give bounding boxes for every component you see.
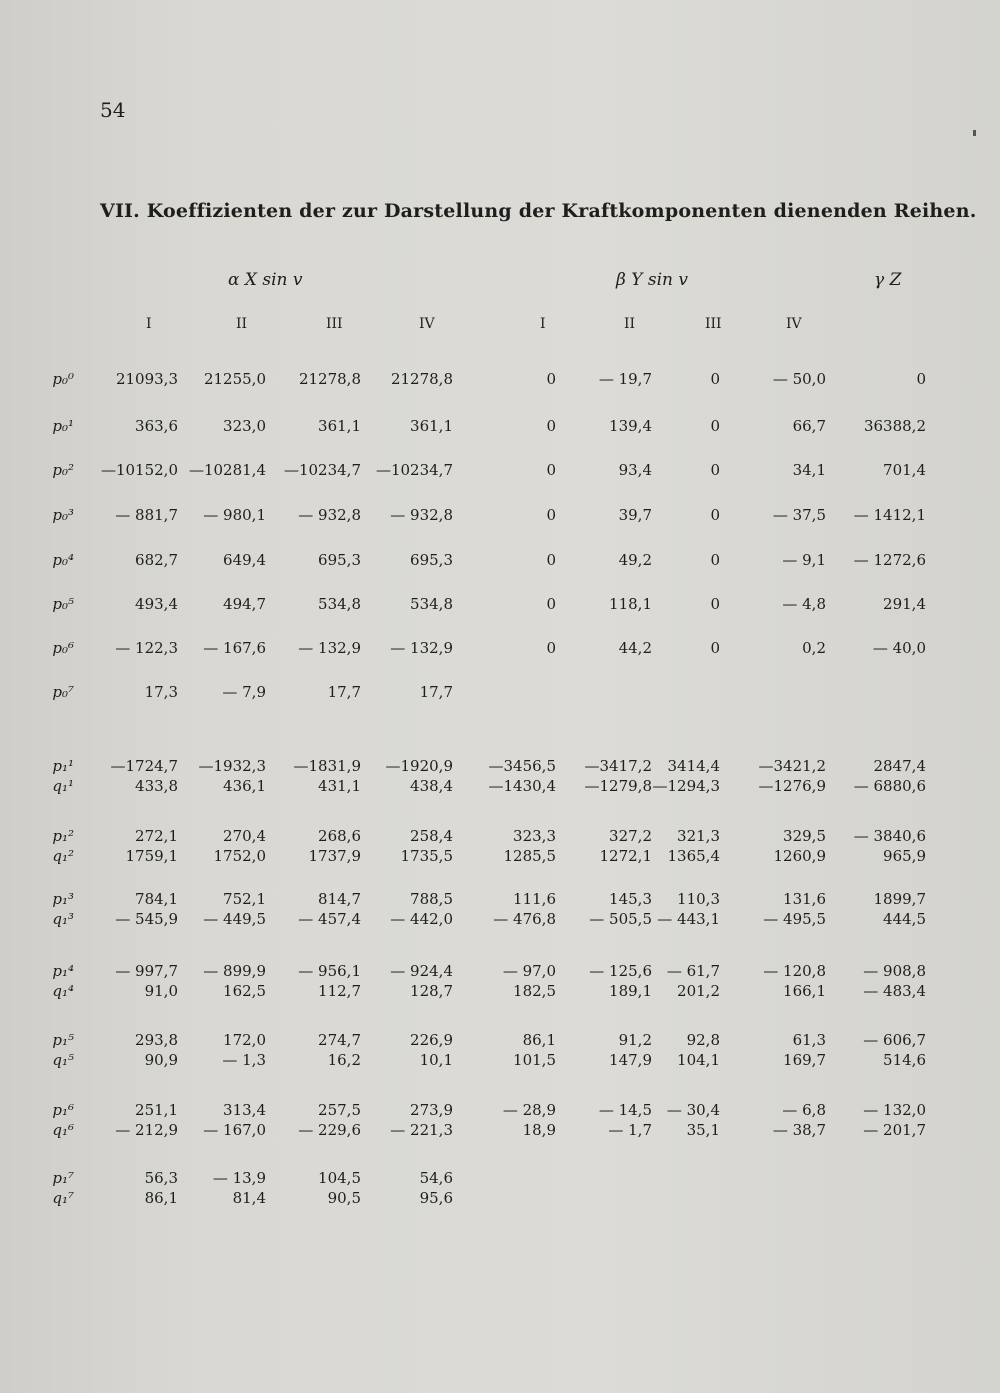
- table-cell: —1279,8: [584, 777, 652, 795]
- table-cell: 293,8: [135, 1031, 178, 1049]
- table-cell: 166,1: [783, 982, 826, 1000]
- table-cell: — 457,4: [298, 910, 361, 928]
- table-title: VII. Koeffizienten der zur Darstellung der Kraftkomponenten dienenden Reihen.: [100, 200, 977, 222]
- table-cell: — 4,8: [782, 595, 826, 613]
- table-cell: — 97,0: [502, 962, 556, 980]
- table-cell: 0: [710, 370, 720, 388]
- table-cell: 438,4: [410, 777, 453, 795]
- table-cell: 18,9: [522, 1121, 556, 1139]
- table-cell: — 14,5: [598, 1101, 652, 1119]
- column-header: III: [326, 316, 343, 332]
- table-cell: 1735,5: [400, 847, 453, 865]
- table-cell: 291,4: [883, 595, 926, 613]
- table-cell: 329,5: [783, 827, 826, 845]
- table-cell: 1752,0: [213, 847, 266, 865]
- table-cell: 701,4: [883, 461, 926, 479]
- table-cell: — 122,3: [115, 639, 178, 657]
- table-cell: — 167,0: [203, 1121, 266, 1139]
- table-cell: — 483,4: [863, 982, 926, 1000]
- table-cell: 3414,4: [667, 757, 720, 775]
- row-label: p₁¹: [52, 757, 74, 775]
- table-cell: 0: [710, 461, 720, 479]
- table-cell: 86,1: [522, 1031, 556, 1049]
- table-cell: 61,3: [792, 1031, 826, 1049]
- table-cell: 10,1: [419, 1051, 453, 1069]
- table-cell: — 980,1: [203, 506, 266, 524]
- table-cell: 258,4: [410, 827, 453, 845]
- table-cell: 1899,7: [873, 890, 926, 908]
- table-cell: —1294,3: [652, 777, 720, 795]
- row-label: p₁⁵: [52, 1031, 74, 1049]
- table-cell: — 1412,1: [853, 506, 926, 524]
- table-cell: 90,9: [144, 1051, 178, 1069]
- table-cell: — 167,6: [203, 639, 266, 657]
- table-cell: — 932,8: [298, 506, 361, 524]
- table-cell: 34,1: [792, 461, 826, 479]
- table-cell: 327,2: [609, 827, 652, 845]
- table-cell: — 28,9: [502, 1101, 556, 1119]
- table-cell: 0: [710, 506, 720, 524]
- row-label: q₁²: [52, 847, 74, 865]
- table-cell: — 1,3: [222, 1051, 266, 1069]
- column-header: IV: [786, 316, 802, 332]
- table-cell: 1737,9: [308, 847, 361, 865]
- table-cell: — 997,7: [115, 962, 178, 980]
- table-cell: 110,3: [677, 890, 720, 908]
- row-label: q₁¹: [52, 777, 74, 795]
- table-cell: — 442,0: [390, 910, 453, 928]
- table-cell: 81,4: [232, 1189, 266, 1207]
- table-cell: 1272,1: [599, 847, 652, 865]
- table-cell: —10234,7: [283, 461, 361, 479]
- table-cell: —10234,7: [375, 461, 453, 479]
- table-cell: — 61,7: [666, 962, 720, 980]
- table-cell: 0: [546, 551, 556, 569]
- column-header: II: [236, 316, 248, 332]
- table-cell: 313,4: [223, 1101, 266, 1119]
- table-cell: — 132,9: [390, 639, 453, 657]
- row-label: p₀⁶: [52, 639, 74, 657]
- table-cell: 788,5: [410, 890, 453, 908]
- table-cell: 363,6: [135, 417, 178, 435]
- table-cell: 16,2: [327, 1051, 361, 1069]
- table-cell: —1276,9: [758, 777, 826, 795]
- table-cell: 21255,0: [203, 370, 266, 388]
- table-cell: — 30,4: [666, 1101, 720, 1119]
- table-cell: — 1,7: [608, 1121, 652, 1139]
- column-header: I: [146, 316, 152, 332]
- table-cell: 0: [710, 595, 720, 613]
- table-cell: 189,1: [609, 982, 652, 1000]
- table-cell: 493,4: [135, 595, 178, 613]
- table-cell: 1285,5: [503, 847, 556, 865]
- table-cell: 17,7: [327, 683, 361, 701]
- table-cell: 131,6: [783, 890, 826, 908]
- table-cell: 44,2: [618, 639, 652, 657]
- table-cell: 0: [546, 639, 556, 657]
- table-cell: —3421,2: [758, 757, 826, 775]
- table-cell: 172,0: [223, 1031, 266, 1049]
- table-cell: 66,7: [792, 417, 826, 435]
- table-cell: —1831,9: [293, 757, 361, 775]
- table-cell: 93,4: [618, 461, 652, 479]
- table-cell: 273,9: [410, 1101, 453, 1119]
- table-cell: —10281,4: [188, 461, 266, 479]
- table-cell: — 212,9: [115, 1121, 178, 1139]
- row-label: p₀¹: [52, 417, 74, 435]
- table-cell: 649,4: [223, 551, 266, 569]
- table-cell: — 6,8: [782, 1101, 826, 1119]
- table-cell: 695,3: [410, 551, 453, 569]
- group-header-y: β Y sin v: [616, 270, 688, 290]
- table-cell: 323,0: [223, 417, 266, 435]
- table-cell: 104,5: [318, 1169, 361, 1187]
- table-cell: — 449,5: [203, 910, 266, 928]
- table-cell: 147,9: [609, 1051, 652, 1069]
- table-cell: —1932,3: [198, 757, 266, 775]
- table-cell: 361,1: [318, 417, 361, 435]
- table-cell: 444,5: [883, 910, 926, 928]
- table-cell: 0: [546, 595, 556, 613]
- table-cell: — 956,1: [298, 962, 361, 980]
- table-cell: 2847,4: [873, 757, 926, 775]
- scan-mark: [973, 130, 976, 136]
- table-cell: 534,8: [410, 595, 453, 613]
- row-label: p₀⁰: [52, 370, 74, 388]
- table-cell: 257,5: [318, 1101, 361, 1119]
- table-cell: — 932,8: [390, 506, 453, 524]
- table-cell: — 505,5: [589, 910, 652, 928]
- table-cell: — 476,8: [493, 910, 556, 928]
- table-cell: — 495,5: [763, 910, 826, 928]
- table-cell: 323,3: [513, 827, 556, 845]
- table-cell: 0: [546, 506, 556, 524]
- table-cell: — 13,9: [212, 1169, 266, 1187]
- table-cell: 0: [546, 417, 556, 435]
- table-cell: —3456,5: [488, 757, 556, 775]
- table-cell: 752,1: [223, 890, 266, 908]
- table-cell: 92,8: [686, 1031, 720, 1049]
- table-cell: 274,7: [318, 1031, 361, 1049]
- table-cell: — 50,0: [772, 370, 826, 388]
- table-cell: 101,5: [513, 1051, 556, 1069]
- row-label: q₁⁴: [52, 982, 74, 1000]
- table-cell: 270,4: [223, 827, 266, 845]
- table-cell: 965,9: [883, 847, 926, 865]
- column-header: II: [624, 316, 636, 332]
- table-cell: 35,1: [686, 1121, 720, 1139]
- table-cell: 39,7: [618, 506, 652, 524]
- table-cell: 17,3: [144, 683, 178, 701]
- group-header-z: γ Z: [874, 270, 902, 290]
- table-cell: — 545,9: [115, 910, 178, 928]
- table-cell: 21278,8: [298, 370, 361, 388]
- table-cell: —3417,2: [584, 757, 652, 775]
- group-header-x: α X sin v: [228, 270, 303, 290]
- table-cell: — 6880,6: [853, 777, 926, 795]
- table-cell: 21278,8: [390, 370, 453, 388]
- table-cell: —10152,0: [100, 461, 178, 479]
- page-number: 54: [100, 98, 126, 122]
- table-cell: 251,1: [135, 1101, 178, 1119]
- table-cell: 695,3: [318, 551, 361, 569]
- row-label: p₁³: [52, 890, 74, 908]
- table-cell: —1724,7: [110, 757, 178, 775]
- row-label: p₁²: [52, 827, 74, 845]
- table-cell: — 132,0: [863, 1101, 926, 1119]
- table-cell: 21093,3: [115, 370, 178, 388]
- table-cell: — 3840,6: [853, 827, 926, 845]
- table-cell: —1430,4: [488, 777, 556, 795]
- table-cell: 268,6: [318, 827, 361, 845]
- table-cell: 91,2: [618, 1031, 652, 1049]
- table-cell: 321,3: [677, 827, 720, 845]
- row-label: p₁⁴: [52, 962, 74, 980]
- table-cell: — 9,1: [782, 551, 826, 569]
- table-cell: 436,1: [223, 777, 266, 795]
- table-cell: 162,5: [223, 982, 266, 1000]
- table-cell: 514,6: [883, 1051, 926, 1069]
- row-label: p₀⁷: [52, 683, 74, 701]
- table-cell: 91,0: [144, 982, 178, 1000]
- table-cell: 54,6: [419, 1169, 453, 1187]
- table-cell: — 125,6: [589, 962, 652, 980]
- table-cell: 86,1: [144, 1189, 178, 1207]
- table-cell: —1920,9: [385, 757, 453, 775]
- row-label: p₀²: [52, 461, 74, 479]
- row-label: p₀⁵: [52, 595, 74, 613]
- table-cell: 36388,2: [863, 417, 926, 435]
- row-label: p₁⁶: [52, 1101, 74, 1119]
- table-cell: — 908,8: [863, 962, 926, 980]
- table-cell: 226,9: [410, 1031, 453, 1049]
- table-cell: — 881,7: [115, 506, 178, 524]
- table-cell: — 1272,6: [853, 551, 926, 569]
- table-cell: — 38,7: [772, 1121, 826, 1139]
- table-cell: 431,1: [318, 777, 361, 795]
- table-cell: 1365,4: [667, 847, 720, 865]
- table-cell: 56,3: [144, 1169, 178, 1187]
- table-cell: — 40,0: [872, 639, 926, 657]
- table-cell: 272,1: [135, 827, 178, 845]
- table-cell: 433,8: [135, 777, 178, 795]
- table-cell: 112,7: [318, 982, 361, 1000]
- column-header: IV: [419, 316, 435, 332]
- table-cell: 494,7: [223, 595, 266, 613]
- table-cell: — 899,9: [203, 962, 266, 980]
- row-label: p₀³: [52, 506, 74, 524]
- table-cell: 534,8: [318, 595, 361, 613]
- table-cell: 104,1: [677, 1051, 720, 1069]
- table-cell: 139,4: [609, 417, 652, 435]
- table-cell: 169,7: [783, 1051, 826, 1069]
- row-label: q₁⁵: [52, 1051, 74, 1069]
- table-cell: 111,6: [513, 890, 556, 908]
- table-cell: 49,2: [618, 551, 652, 569]
- table-cell: 814,7: [318, 890, 361, 908]
- table-cell: — 201,7: [863, 1121, 926, 1139]
- row-label: q₁⁷: [52, 1189, 74, 1207]
- table-cell: 682,7: [135, 551, 178, 569]
- table-cell: — 221,3: [390, 1121, 453, 1139]
- table-cell: 0: [710, 551, 720, 569]
- table-cell: — 37,5: [772, 506, 826, 524]
- table-cell: 17,7: [419, 683, 453, 701]
- table-cell: 182,5: [513, 982, 556, 1000]
- table-cell: 145,3: [609, 890, 652, 908]
- table-cell: 90,5: [327, 1189, 361, 1207]
- table-cell: 1260,9: [773, 847, 826, 865]
- table-cell: 0: [916, 370, 926, 388]
- table-cell: 95,6: [419, 1189, 453, 1207]
- table-cell: 128,7: [410, 982, 453, 1000]
- table-cell: 0: [710, 639, 720, 657]
- table-cell: 201,2: [677, 982, 720, 1000]
- table-cell: 361,1: [410, 417, 453, 435]
- table-cell: — 924,4: [390, 962, 453, 980]
- row-label: p₁⁷: [52, 1169, 74, 1187]
- column-header: III: [705, 316, 722, 332]
- table-cell: 0: [546, 461, 556, 479]
- column-header: I: [540, 316, 546, 332]
- table-cell: 118,1: [609, 595, 652, 613]
- row-label: q₁⁶: [52, 1121, 74, 1139]
- table-cell: — 229,6: [298, 1121, 361, 1139]
- table-cell: 0: [710, 417, 720, 435]
- table-cell: 1759,1: [125, 847, 178, 865]
- table-cell: 784,1: [135, 890, 178, 908]
- row-label: q₁³: [52, 910, 74, 928]
- row-label: p₀⁴: [52, 551, 74, 569]
- table-cell: — 443,1: [657, 910, 720, 928]
- table-cell: — 132,9: [298, 639, 361, 657]
- table-cell: — 606,7: [863, 1031, 926, 1049]
- table-cell: — 120,8: [763, 962, 826, 980]
- table-cell: — 7,9: [222, 683, 266, 701]
- table-cell: 0: [546, 370, 556, 388]
- table-cell: — 19,7: [598, 370, 652, 388]
- table-cell: 0,2: [802, 639, 826, 657]
